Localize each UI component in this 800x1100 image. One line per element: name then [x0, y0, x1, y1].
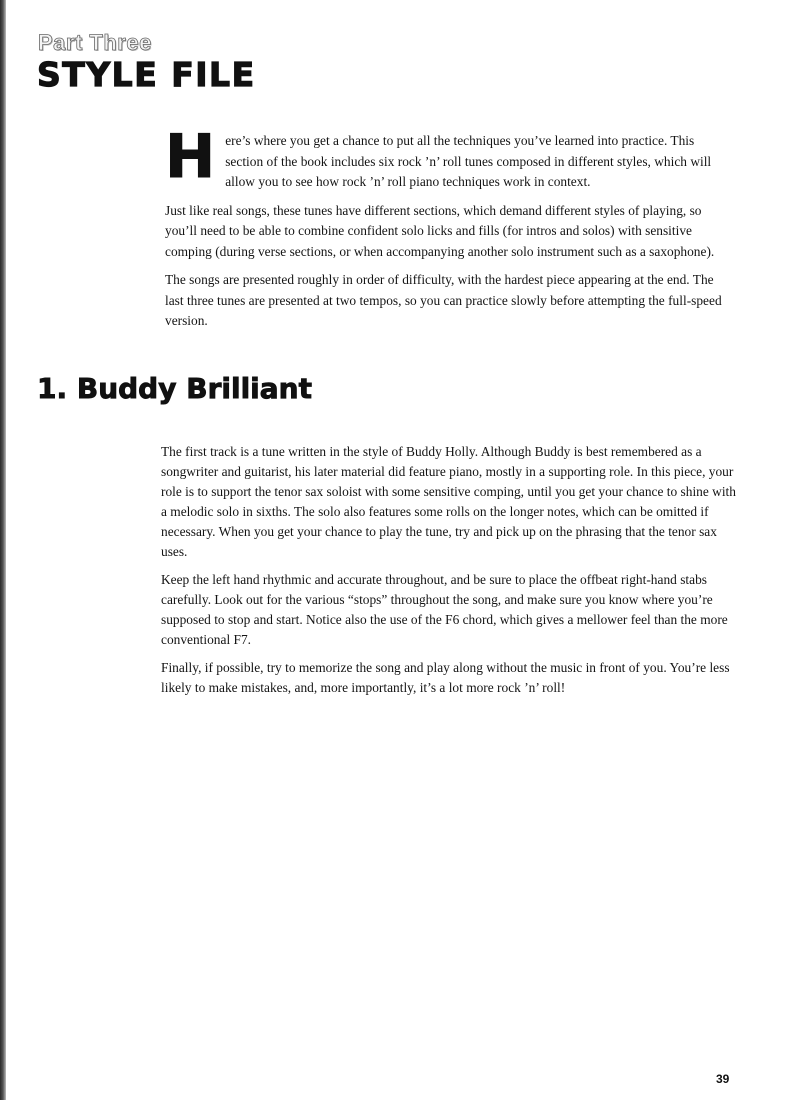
section-paragraph: Keep the left hand rhythmic and accurate throughout, and be sure to place the offbeat right-hand stabs carefully. Look out for the various “stops” throughout the song, and make sure you know where you’re supposed to stop and start. Notice also the use of the F6 chord, which gives a mellower feel than the more conventional F7.	[161, 572, 728, 647]
page-binding-edge	[0, 0, 6, 1100]
part-label: Part Three	[38, 30, 152, 55]
intro-text	[165, 122, 735, 340]
chapter-title: STYLE FILE	[37, 55, 256, 94]
section-body	[161, 442, 738, 706]
intro-paragraph	[165, 122, 735, 193]
intro-paragraph: The songs are presented roughly in order of difficulty, with the hardest piece appearing at the end. The last three tunes are presented at two tempos, so you can practice slowly before attempting the full-speed version.	[165, 272, 722, 328]
intro-paragraph: Just like real songs, these tunes have different sections, which demand different styles of playing, so you’ll need to be able to combine confident solo licks and fills (for intros and solos) with sensitive comping (during verse sections, or when accompanying another solo instrument such as a saxophone).	[165, 202, 715, 259]
section-heading: 1. Buddy Brilliant	[37, 372, 312, 405]
section-paragraph: The first track is a tune written in the style of Buddy Holly. Although Buddy is best remembered as a songwriter and guitarist, his later material did feature piano, mostly in a supporting role. In this piece, your role is to support the tenor sax soloist with some sensitive comping, until you get your chance to shine with a melodic solo in sixths. The solo also features some rolls on the longer notes, which can be omitted if necessary. When you get your chance to play the tune, try and pick up on the phrasing that the tenor sax uses.	[161, 444, 736, 559]
intro-paragraph-text: ere’s where you get a chance to put all the techniques you’ve learned into practice. This section of the book includes six rock ’n’ roll tunes composed in different styles, which will allow you to see how rock ’n’ roll piano techniques work in context.	[225, 133, 712, 189]
page-number: 39	[716, 1072, 730, 1086]
drop-cap: H	[165, 122, 216, 192]
section-paragraph: Finally, if possible, try to memorize the song and play along without the music in front of you. You’re less likely to make mistakes, and, more importantly, it’s a lot more rock ’n’ roll!	[161, 660, 730, 695]
